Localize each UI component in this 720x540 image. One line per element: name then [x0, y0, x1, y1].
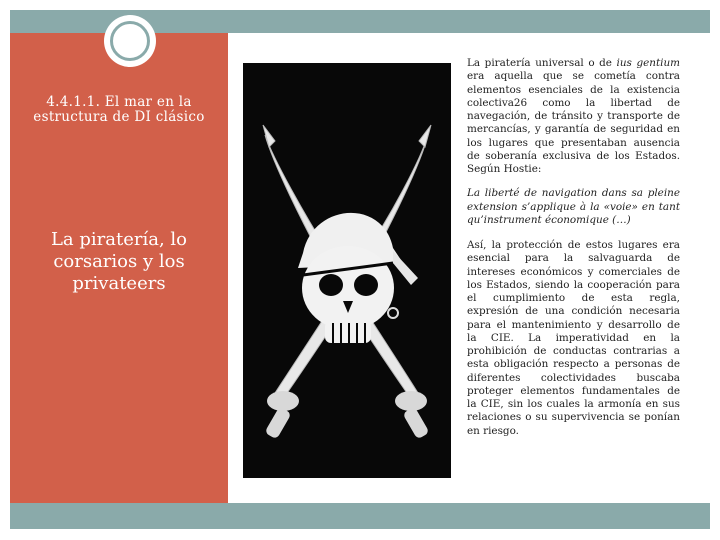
skull — [302, 246, 394, 343]
footer-bar — [10, 503, 710, 529]
sabre-hilts — [264, 391, 429, 439]
section-title: 4.4.1.1. El mar en la estructura de DI clásico — [33, 94, 205, 125]
pirate-flag-svg — [243, 63, 451, 478]
bandana-tail — [393, 251, 418, 285]
paragraph-3: Así, la protección de estos lugares era esencial para la salvaguarda de intereses económicos y comerciales de los Estados, siendo la cooperación para el cumplimiento de esta regla, expresión de una condición necesaria para el mantenimiento y desarrollo de la CIE. La imperatividad en la prohibición de conductas contrarias a esta obligación respecto a personas de diferentes colectividades buscaba proteger elementos fundamentales de la CIE, sin los cuales la armonía en sus relaciones o su supervivencia se ponían en riesgo. — [467, 239, 680, 437]
paragraph-1-italic: ius gentium — [616, 57, 681, 69]
paragraph-1 — [467, 57, 680, 176]
earring — [388, 308, 398, 318]
paragraph-2-quote: La liberté de navigation dans sa pleine extension s’applique à la «voie» en tant qu’instrument économique (…) — [467, 187, 680, 226]
top-margin — [0, 0, 720, 10]
ring-inner — [110, 21, 150, 61]
paragraph-1-rest: era aquella que se cometía contra elementos esenciales de la existencia colectiva26 como la libertad de navegación, de tránsito y transporte de mercancías, y garantía de seguridad en los lugares que presentaban ausencia de soberanía exclusiva de los Estados. Según Hostie: — [467, 70, 680, 175]
body-text — [467, 57, 680, 438]
pirate-flag-image — [243, 63, 451, 478]
decorative-ring-icon — [104, 15, 156, 67]
main-title: La piratería, lo corsarios y los privateers — [50, 229, 188, 294]
paragraph-1-prefix: La piratería universal o de — [467, 57, 617, 69]
